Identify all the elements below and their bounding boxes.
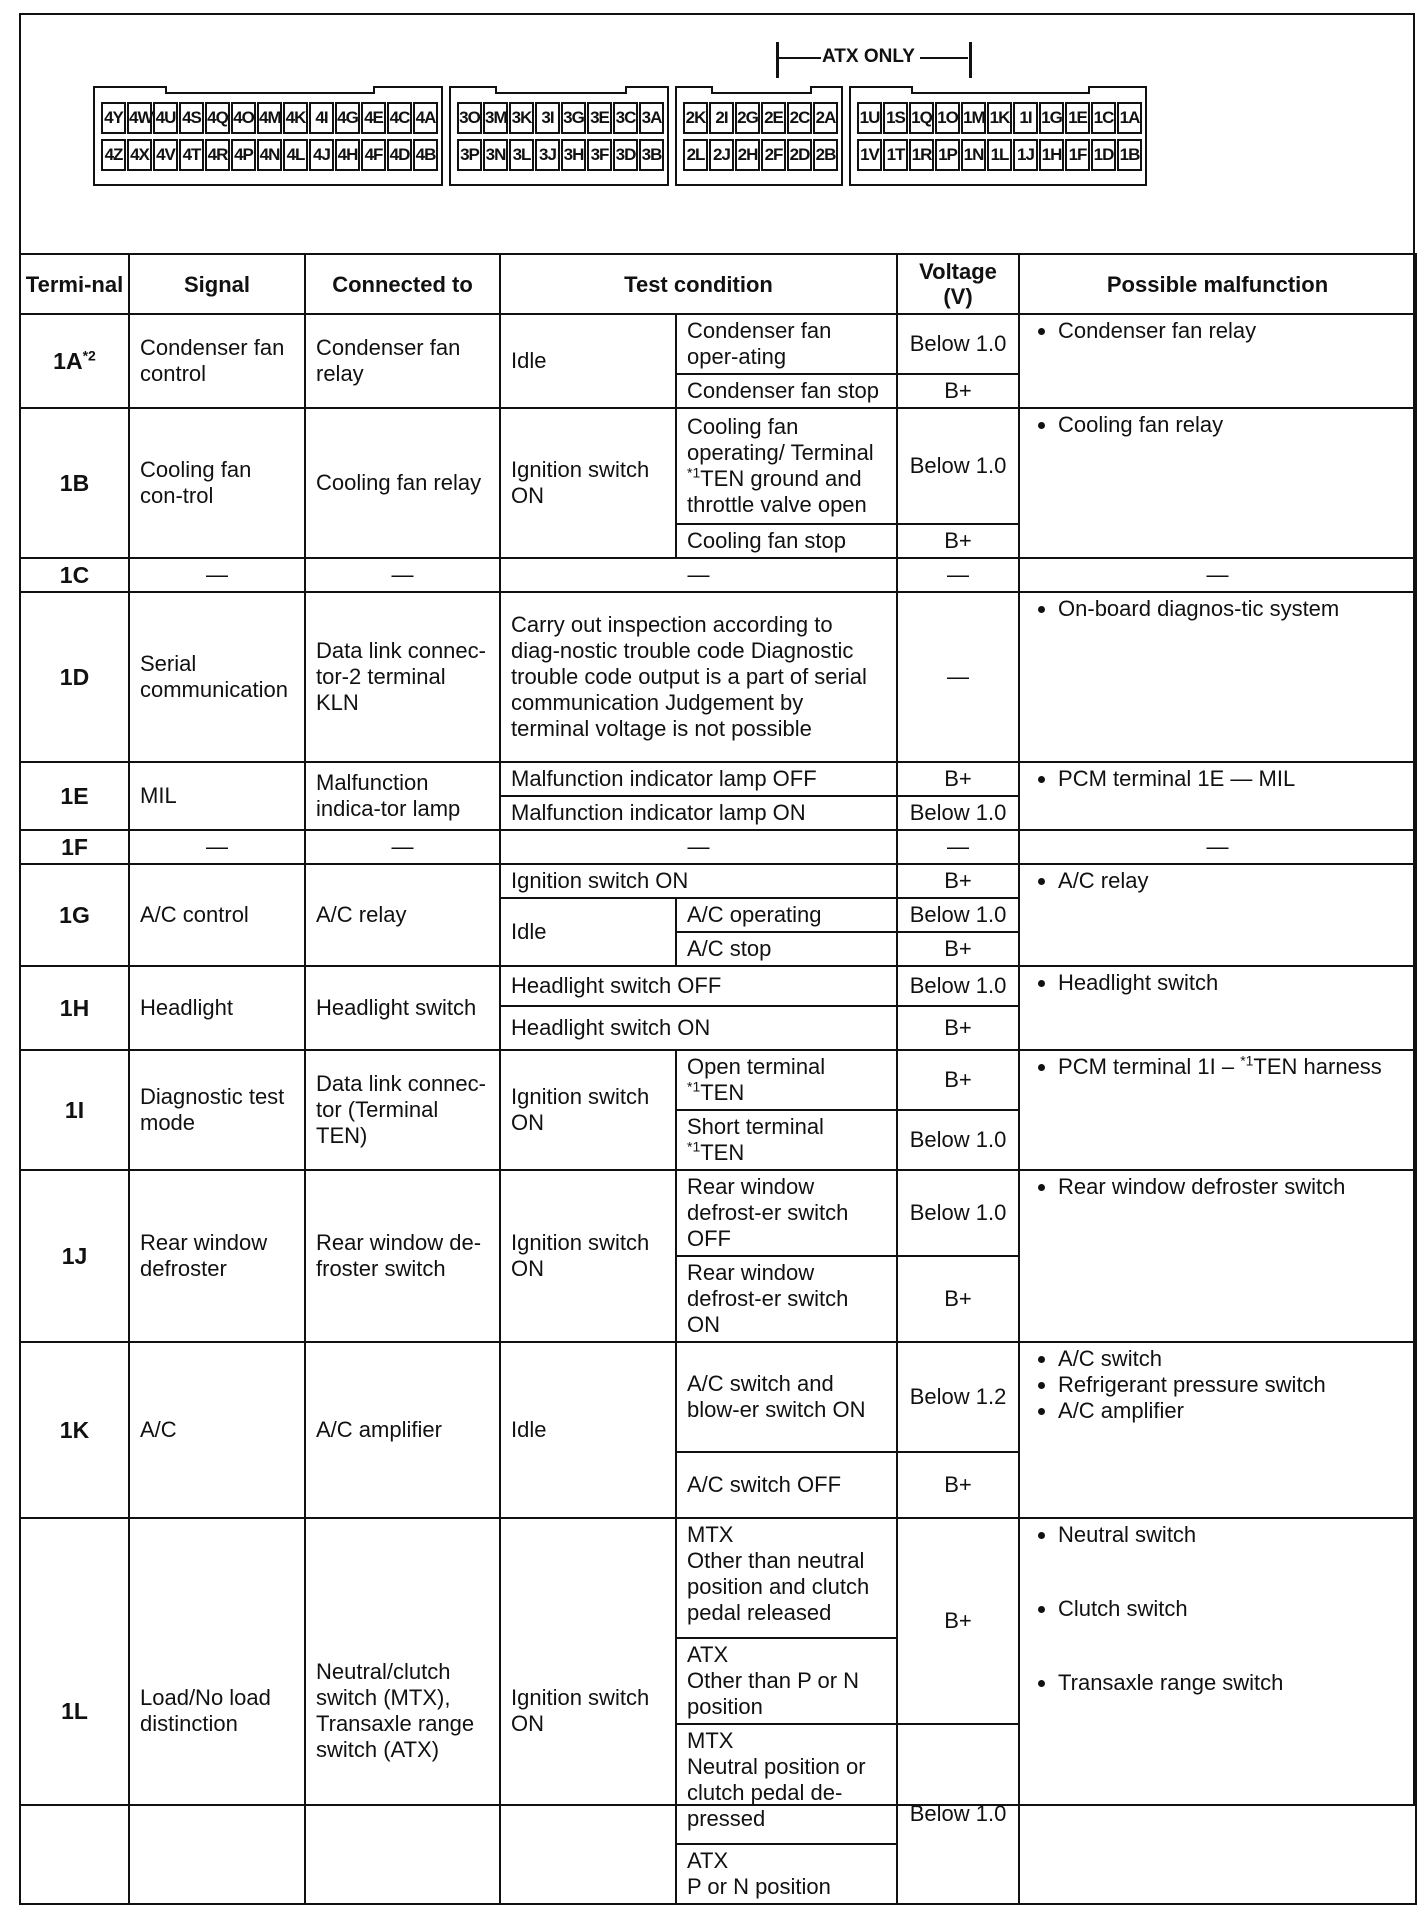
sub-condition-text: TEN ground and throttle valve open (687, 466, 867, 517)
malfunction-cell (1019, 762, 1416, 830)
connector-pin: 4V (153, 139, 178, 171)
connector-pin: 4W (127, 102, 152, 134)
condition-cell: Malfunction indicator lamp OFF (500, 762, 897, 796)
sub-condition-cell (676, 1518, 897, 1638)
pcm-connector-diagram (93, 86, 1333, 186)
connected-cell: Condenser fan relay (305, 314, 500, 408)
terminal-cell: 1H (20, 966, 129, 1050)
connector-pin: 1V (857, 139, 882, 171)
connected-cell: — (305, 558, 500, 592)
sub-condition-text: P or N position (687, 1874, 831, 1899)
connector-pin: 3A (639, 102, 664, 134)
connector-pin: 3C (613, 102, 638, 134)
table-row (20, 1518, 1416, 1638)
condition-cell: — (500, 830, 897, 864)
table-row (20, 592, 1416, 762)
sub-condition-cell (676, 1050, 897, 1110)
voltage-cell: — (897, 558, 1019, 592)
voltage-cell: Below 1.0 (897, 314, 1019, 374)
connector-pin: 4A (413, 102, 438, 134)
connector-pin: 1A (1117, 102, 1142, 134)
connector-pin: 4Z (101, 139, 126, 171)
condition-cell: Ignition switch ON (500, 1050, 676, 1170)
connector-pin: 4X (127, 139, 152, 171)
connected-cell: Rear window de-froster switch (305, 1170, 500, 1342)
connector-pin: 3B (639, 139, 664, 171)
voltage-cell: Below 1.0 (897, 1724, 1019, 1904)
terminal-table (19, 253, 1417, 1905)
connector-pin: 3F (587, 139, 612, 171)
connector-pin: 4G (335, 102, 360, 134)
connector-pin: 4O (231, 102, 256, 134)
connector-pin: 2L (683, 139, 708, 171)
header-possible-malfunction: Possible malfunction (1019, 254, 1416, 314)
connector-pin: 3K (509, 102, 534, 134)
signal-cell: Headlight (129, 966, 305, 1050)
malfunction-cell (1019, 864, 1416, 966)
condition-cell: Ignition switch ON (500, 408, 676, 558)
sub-condition-cell: A/C switch OFF (676, 1452, 897, 1518)
sub-condition-cell: Rear window defrost-er switch ON (676, 1256, 897, 1342)
connector-pin: 3G (561, 102, 586, 134)
voltage-cell: Below 1.0 (897, 898, 1019, 932)
malfunction-item: • Cooling fan relay (1058, 412, 1405, 438)
voltage-cell: B+ (897, 932, 1019, 966)
footnote-mark: *1 (687, 1138, 701, 1155)
table-row (20, 408, 1416, 524)
connector-pin: 4Q (205, 102, 230, 134)
voltage-cell: B+ (897, 762, 1019, 796)
connector-pin-row (683, 139, 839, 171)
connector-pin: 1N (961, 139, 986, 171)
connector-pin: 2A (813, 102, 838, 134)
connector-pin: 2I (709, 102, 734, 134)
voltage-cell: Below 1.0 (897, 796, 1019, 830)
signal-cell: MIL (129, 762, 305, 830)
connector-latch (711, 86, 812, 94)
condition-cell: Headlight switch OFF (500, 966, 897, 1006)
condition-cell: Idle (500, 898, 676, 966)
connector-pin: 2K (683, 102, 708, 134)
connector-pin: 3H (561, 139, 586, 171)
connector-pin: 3I (535, 102, 560, 134)
connector-pin: 4D (387, 139, 412, 171)
voltage-cell: Below 1.0 (897, 966, 1019, 1006)
connector-pin: 1L (987, 139, 1012, 171)
connector-pin: 4H (335, 139, 360, 171)
connector-pin: 1U (857, 102, 882, 134)
table-row (20, 966, 1416, 1006)
voltage-cell: B+ (897, 1452, 1019, 1518)
sub-condition-cell (676, 1724, 897, 1844)
voltage-cell: Below 1.0 (897, 1110, 1019, 1170)
atx-marker-left-bar (776, 42, 779, 78)
condition-cell: Headlight switch ON (500, 1006, 897, 1050)
footnote-mark: *2 (82, 347, 96, 364)
signal-cell: — (129, 558, 305, 592)
table-row (20, 314, 1416, 374)
malfunction-item: • A/C amplifier (1058, 1398, 1405, 1424)
connector-latch (495, 86, 627, 94)
condition-cell: Ignition switch ON (500, 1518, 676, 1904)
connector-pin-row (457, 139, 665, 171)
sub-condition-heading: MTX (687, 1728, 734, 1753)
sub-condition-cell: A/C switch and blow-er switch ON (676, 1342, 897, 1452)
sub-condition-cell (676, 1638, 897, 1724)
connector-pin: 4U (153, 102, 178, 134)
terminal-cell: 1K (20, 1342, 129, 1518)
atx-marker-left-line (779, 57, 821, 59)
connector-pin-row (683, 102, 839, 134)
connector-pin: 1B (1117, 139, 1142, 171)
connected-cell: Data link connec-tor-2 terminal KLN (305, 592, 500, 762)
voltage-cell: Below 1.0 (897, 1170, 1019, 1256)
malfunction-item: • Neutral switch (1058, 1522, 1405, 1548)
voltage-cell: B+ (897, 374, 1019, 408)
connector-pin: 2B (813, 139, 838, 171)
voltage-cell: B+ (897, 1256, 1019, 1342)
signal-cell: Diagnostic test mode (129, 1050, 305, 1170)
malfunction-item: • A/C relay (1058, 868, 1405, 894)
terminal-cell: 1J (20, 1170, 129, 1342)
terminal-cell: 1G (20, 864, 129, 966)
malfunction-text: PCM terminal 1I – (1058, 1054, 1241, 1079)
malfunction-item: • Transaxle range switch (1058, 1670, 1405, 1696)
table-row (20, 1342, 1416, 1452)
connector-pin-row (101, 102, 439, 134)
connector-block (93, 86, 443, 186)
voltage-cell: B+ (897, 1006, 1019, 1050)
sub-condition-text: TEN (700, 1080, 745, 1105)
connector-pin: 4K (283, 102, 308, 134)
malfunction-cell (1019, 966, 1416, 1050)
malfunction-item: • Condenser fan relay (1058, 318, 1405, 344)
connector-pin: 3M (483, 102, 508, 134)
voltage-cell: B+ (897, 1050, 1019, 1110)
connector-pin: 4T (179, 139, 204, 171)
malfunction-cell: — (1019, 558, 1416, 592)
connector-pin: 1D (1091, 139, 1116, 171)
voltage-cell: B+ (897, 864, 1019, 898)
table-row (20, 1170, 1416, 1256)
connector-pin: 1Q (909, 102, 934, 134)
connector-pin: 1F (1065, 139, 1090, 171)
sub-condition-cell (676, 408, 897, 524)
connector-pin: 2F (761, 139, 786, 171)
table-row (20, 762, 1416, 796)
table-header-row (20, 254, 1416, 314)
connector-pin: 1T (883, 139, 908, 171)
signal-cell: Condenser fan control (129, 314, 305, 408)
sub-condition-text: Cooling fan operating/ Terminal (687, 414, 874, 465)
connector-pin: 3P (457, 139, 482, 171)
connector-pin: 1P (935, 139, 960, 171)
malfunction-item: • Headlight switch (1058, 970, 1405, 996)
connector-block (675, 86, 843, 186)
terminal-label: 1A (53, 348, 83, 374)
sub-condition-text: Open terminal (687, 1054, 826, 1079)
connector-pin: 3E (587, 102, 612, 134)
atx-marker-right-line (920, 57, 968, 59)
malfunction-item: • Rear window defroster switch (1058, 1174, 1405, 1200)
sub-condition-cell (676, 1844, 897, 1904)
connector-pin: 4P (231, 139, 256, 171)
malfunction-cell (1019, 1050, 1416, 1170)
malfunction-cell (1019, 1170, 1416, 1342)
connector-pin: 1I (1013, 102, 1038, 134)
connector-pin: 4N (257, 139, 282, 171)
sub-condition-cell: A/C operating (676, 898, 897, 932)
connector-pin: 4L (283, 139, 308, 171)
table-row (20, 830, 1416, 864)
connector-pin: 4I (309, 102, 334, 134)
connector-pin: 2D (787, 139, 812, 171)
malfunction-text: TEN harness (1253, 1054, 1382, 1079)
condition-cell: — (500, 558, 897, 592)
connector-pin: 1S (883, 102, 908, 134)
terminal-cell: 1L (20, 1518, 129, 1904)
connector-pin: 1G (1039, 102, 1064, 134)
sub-condition-cell: Condenser fan oper-ating (676, 314, 897, 374)
connected-cell: A/C amplifier (305, 1342, 500, 1518)
connector-block (449, 86, 669, 186)
connector-pin: 1R (909, 139, 934, 171)
signal-cell: Serial communication (129, 592, 305, 762)
connector-pin: 1H (1039, 139, 1064, 171)
connector-pin: 3D (613, 139, 638, 171)
sub-condition-cell: A/C stop (676, 932, 897, 966)
sub-condition-cell: Condenser fan stop (676, 374, 897, 408)
connector-pin: 4E (361, 102, 386, 134)
header-voltage: Voltage (V) (897, 254, 1019, 314)
connector-pin: 4R (205, 139, 230, 171)
header-terminal: Termi-nal (20, 254, 129, 314)
connector-pin: 3O (457, 102, 482, 134)
connected-cell: Malfunction indica-tor lamp (305, 762, 500, 830)
terminal-cell: 1F (20, 830, 129, 864)
signal-cell: Load/No load distinction (129, 1518, 305, 1904)
connector-pin: 3L (509, 139, 534, 171)
atx-only-label: ATX ONLY (822, 46, 915, 67)
signal-cell: — (129, 830, 305, 864)
malfunction-cell (1019, 408, 1416, 558)
sub-condition-cell (676, 1110, 897, 1170)
sub-condition-heading: ATX (687, 1848, 729, 1873)
connector-pin: 4Y (101, 102, 126, 134)
condition-cell: Idle (500, 314, 676, 408)
malfunction-item: • PCM terminal 1E — MIL (1058, 766, 1405, 792)
terminal-cell (20, 314, 129, 408)
atx-marker-right-bar (969, 42, 972, 78)
sub-condition-text: Short terminal (687, 1114, 824, 1139)
terminal-cell: 1E (20, 762, 129, 830)
condition-cell: Malfunction indicator lamp ON (500, 796, 897, 830)
malfunction-cell: — (1019, 830, 1416, 864)
table-row (20, 558, 1416, 592)
footnote-mark: *1 (1240, 1052, 1254, 1069)
connected-cell: A/C relay (305, 864, 500, 966)
footnote-mark: *1 (687, 464, 701, 481)
header-test-condition: Test condition (500, 254, 897, 314)
connector-pin-row (101, 139, 439, 171)
connector-pin: 1C (1091, 102, 1116, 134)
connector-pin: 4S (179, 102, 204, 134)
terminal-cell: 1B (20, 408, 129, 558)
connector-pin-row (857, 139, 1143, 171)
condition-cell: Carry out inspection according to diag-nostic trouble code Diagnostic trouble code output is a part of serial communication Judgement by terminal voltage is not possible (500, 592, 897, 762)
connector-pin-row (457, 102, 665, 134)
sub-condition-heading: ATX (687, 1642, 729, 1667)
footnote-mark: *1 (687, 1078, 701, 1095)
malfunction-item: • Refrigerant pressure switch (1058, 1372, 1405, 1398)
connector-pin-row (857, 102, 1143, 134)
signal-cell: A/C (129, 1342, 305, 1518)
connected-cell: Neutral/clutch switch (MTX), Transaxle range switch (ATX) (305, 1518, 500, 1904)
malfunction-cell (1019, 314, 1416, 408)
malfunction-item: • Clutch switch (1058, 1596, 1405, 1622)
connector-pin: 2E (761, 102, 786, 134)
sub-condition-text: TEN (700, 1140, 745, 1165)
sub-condition-text: Neutral position or clutch pedal de-pressed (687, 1754, 866, 1831)
voltage-cell: B+ (897, 524, 1019, 558)
signal-cell: Rear window defroster (129, 1170, 305, 1342)
malfunction-item (1058, 1054, 1405, 1080)
header-signal: Signal (129, 254, 305, 314)
voltage-cell: B+ (897, 1518, 1019, 1724)
connector-pin: 1E (1065, 102, 1090, 134)
malfunction-cell (1019, 1518, 1416, 1904)
malfunction-cell (1019, 592, 1416, 762)
connected-cell: — (305, 830, 500, 864)
sub-condition-heading: MTX (687, 1522, 734, 1547)
voltage-cell: Below 1.0 (897, 408, 1019, 524)
malfunction-item: • On-board diagnos-tic system (1058, 596, 1405, 622)
table-row (20, 864, 1416, 898)
connected-cell: Cooling fan relay (305, 408, 500, 558)
connector-latch (165, 86, 375, 94)
sub-condition-text: Other than neutral position and clutch pedal released (687, 1548, 870, 1625)
sub-condition-cell: Cooling fan stop (676, 524, 897, 558)
connector-pin: 1O (935, 102, 960, 134)
connector-pin: 3N (483, 139, 508, 171)
connector-pin: 4F (361, 139, 386, 171)
connected-cell: Data link connec-tor (Terminal TEN) (305, 1050, 500, 1170)
condition-cell: Ignition switch ON (500, 1170, 676, 1342)
connector-latch (911, 86, 1090, 94)
connector-pin: 1M (961, 102, 986, 134)
connector-pin: 4J (309, 139, 334, 171)
connector-pin: 3J (535, 139, 560, 171)
terminal-cell: 1D (20, 592, 129, 762)
signal-cell: A/C control (129, 864, 305, 966)
table-row (20, 1050, 1416, 1110)
connector-pin: 2G (735, 102, 760, 134)
connector-pin: 2H (735, 139, 760, 171)
sub-condition-cell: Rear window defrost-er switch OFF (676, 1170, 897, 1256)
connector-pin: 4M (257, 102, 282, 134)
connector-pin: 2J (709, 139, 734, 171)
connector-pin: 4B (413, 139, 438, 171)
voltage-cell: Below 1.2 (897, 1342, 1019, 1452)
connector-pin: 1J (1013, 139, 1038, 171)
connected-cell: Headlight switch (305, 966, 500, 1050)
header-connected-to: Connected to (305, 254, 500, 314)
voltage-cell: — (897, 592, 1019, 762)
condition-cell: Ignition switch ON (500, 864, 897, 898)
sub-condition-text: Other than P or N position (687, 1668, 860, 1719)
voltage-cell: — (897, 830, 1019, 864)
signal-cell: Cooling fan con-trol (129, 408, 305, 558)
atx-only-marker (776, 40, 976, 80)
connector-block (849, 86, 1147, 186)
malfunction-item: • A/C switch (1058, 1346, 1405, 1372)
terminal-cell: 1I (20, 1050, 129, 1170)
terminal-cell: 1C (20, 558, 129, 592)
connector-pin: 2C (787, 102, 812, 134)
condition-cell: Idle (500, 1342, 676, 1518)
connector-pin: 4C (387, 102, 412, 134)
malfunction-cell (1019, 1342, 1416, 1518)
connector-pin: 1K (987, 102, 1012, 134)
